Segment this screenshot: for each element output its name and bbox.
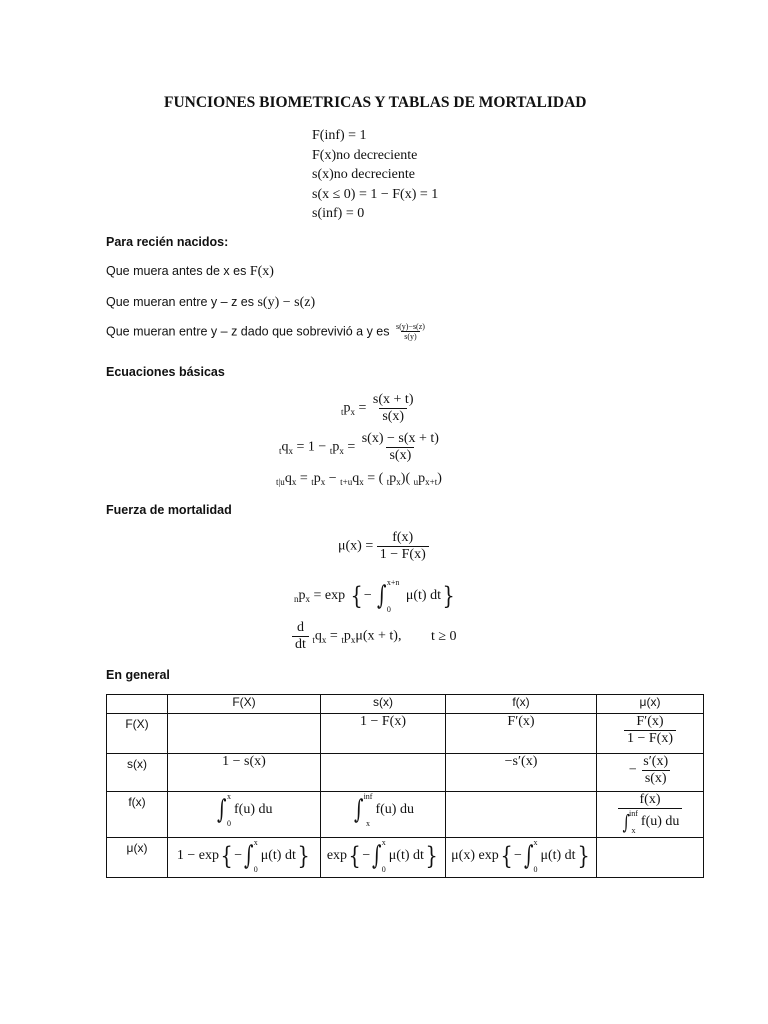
cell-f-mu-upper: inf: [629, 809, 638, 818]
row-label-mu: μ(x): [107, 838, 168, 878]
cell-f-s-integrand: f(u) du: [375, 802, 414, 818]
cell-mu-f-integrand: μ(t) dt: [540, 848, 576, 864]
property-1: F(inf) = 1: [312, 128, 367, 143]
relations-table: [106, 694, 704, 878]
tqx-fraction: [359, 431, 442, 464]
table-row: [107, 754, 704, 792]
basic-heading: Ecuaciones básicas: [106, 365, 225, 379]
cell-mu-F-upper: x: [253, 838, 258, 847]
equation-mu: [338, 530, 429, 563]
derivative-fraction: [292, 620, 309, 653]
header-F: F(X): [168, 695, 321, 714]
table-row: [107, 792, 704, 838]
cell-F-mu-fraction: [624, 714, 676, 747]
header-empty: [107, 695, 168, 714]
cell-s-f: −s′(x): [446, 754, 597, 792]
mu-lhs: μ(x) =: [338, 538, 374, 554]
cell-f-F-upper: x: [227, 792, 232, 801]
cell-mu-f-lower: 0: [533, 865, 538, 874]
line1-math: F(x): [249, 264, 274, 279]
tqx-denominator: s(x): [386, 447, 414, 464]
cell-f-F-lower: 0: [227, 819, 232, 828]
equation-tqx: $_tq_x = 1 - _tp_x$ = $\frac{s(x) - s(x + t)}{s(x)}$: [279, 431, 442, 464]
cell-s-F: 1 − s(x): [168, 754, 321, 792]
cell-F-mu: [597, 714, 704, 754]
cell-f-mu-den: ∫ inf x f(u) du: [618, 808, 683, 835]
cell-s-mu-den: s(x): [642, 770, 670, 787]
npx-upper: x+n: [386, 578, 400, 587]
line1-text: Que muera antes de x es: [106, 264, 247, 278]
equation-derivative: $\frac{d}{dt}$ $_tq_x = _tp_x\mu(x + t)$, t ≥ 0: [292, 620, 457, 653]
row-label-f: f(x): [107, 792, 168, 838]
mu-fraction: [377, 530, 429, 563]
header-mu: μ(x): [597, 695, 704, 714]
row-label-s: s(x): [107, 754, 168, 792]
table-header-row: [107, 695, 704, 714]
tpx-denominator: s(x): [379, 408, 407, 425]
equation-npx: $_np_x = \exp$ { − ∫ x+n 0 μ(t) dt}: [294, 578, 455, 614]
derivative-condition: t ≥ 0: [430, 628, 457, 644]
newborns-line-1: [106, 264, 274, 280]
derivative-denominator: dt: [292, 636, 309, 653]
cell-F-mu-den: 1 − F(x): [624, 730, 676, 747]
cell-F-F: [168, 714, 321, 754]
npx-lower: 0: [386, 605, 391, 614]
equation-tpx: $_tp_x$ = $\frac{s(x + t)}{s(x)}$: [341, 392, 416, 425]
cell-f-mu: [597, 792, 704, 838]
row-label-F: F(X): [107, 714, 168, 754]
cell-F-s: 1 − F(x): [321, 714, 446, 754]
cell-f-mu-num: f(x): [639, 792, 661, 807]
newborns-heading: Para recién nacidos:: [106, 235, 229, 249]
conditional-denominator: s(y): [401, 331, 419, 341]
table-row: [107, 714, 704, 754]
tpx-fraction: [370, 392, 417, 425]
deferred-mid: )(: [400, 471, 411, 486]
cell-mu-f: μ(x) exp{ − ∫ x 0 μ(t) dt}: [446, 838, 597, 878]
cell-F-f: F′(x): [446, 714, 597, 754]
conditional-fraction: [393, 322, 428, 341]
line2-math: s(y) − s(z): [257, 295, 316, 310]
property-4: s(x ≤ 0) = 1 − F(x) = 1: [312, 186, 439, 202]
cell-f-s-upper: inf: [363, 792, 373, 801]
cell-mu-s: exp{ − ∫ x 0 μ(t) dt}: [321, 838, 446, 878]
header-s: s(x): [321, 695, 446, 714]
cell-f-s: ∫ inf x f(u) du: [321, 792, 446, 838]
force-heading: Fuerza de mortalidad: [106, 503, 232, 517]
tqx-mid: = 1 −: [296, 439, 327, 455]
cell-mu-s-lower: 0: [381, 865, 386, 874]
cell-f-mu-integrand: f(u) du: [640, 814, 680, 830]
cell-s-mu-fraction: [640, 754, 671, 787]
newborns-line-2: [106, 295, 315, 311]
cell-mu-F-lower: 0: [253, 865, 258, 874]
npx-integral: ∫ x+n 0: [377, 578, 400, 614]
cell-mu-mu: [597, 838, 704, 878]
derivative-rhs: μ(x + t),: [355, 628, 402, 644]
cell-f-mu-fraction: [618, 792, 683, 835]
cell-f-mu-lower: x: [631, 826, 636, 835]
cell-mu-s-integrand: μ(t) dt: [388, 848, 424, 864]
cell-s-mu: − $\frac{s'(x)}{s(x)}$: [597, 754, 704, 792]
cell-s-mu-num: s′(x): [643, 754, 669, 769]
header-f: f(x): [446, 695, 597, 714]
deferred-close: ): [437, 471, 442, 486]
cell-mu-s-pre: exp: [326, 848, 348, 864]
line3-text: Que mueran entre y – z dado que sobrevivió a y es: [106, 324, 390, 339]
tqx-numerator: s(x) − s(x + t): [361, 431, 439, 446]
npx-integrand: μ(t) dt: [405, 588, 441, 604]
cell-mu-F-pre: 1 − exp: [176, 848, 219, 864]
property-3: s(x)no decreciente: [312, 167, 415, 182]
cell-mu-F-integrand: μ(t) dt: [260, 848, 296, 864]
page-title: FUNCIONES BIOMETRICAS Y TABLAS DE MORTALIDAD: [164, 94, 587, 111]
table-row: [107, 838, 704, 878]
newborns-line-3: [106, 322, 428, 341]
cell-mu-f-pre: μ(x) exp: [451, 848, 499, 864]
cell-f-f: [446, 792, 597, 838]
line2-text: Que mueran entre y – z es: [106, 295, 254, 309]
cell-mu-F: 1 − exp{ − ∫ x 0 μ(t) dt}: [168, 838, 321, 878]
derivative-numerator: d: [296, 620, 304, 635]
cell-f-F-integrand: f(u) du: [234, 802, 273, 818]
tpx-symbol: p: [343, 400, 351, 416]
mu-numerator: f(x): [392, 530, 414, 545]
cell-F-mu-num: F′(x): [636, 714, 664, 729]
mu-denominator: 1 − F(x): [377, 546, 429, 563]
property-2: F(x)no decreciente: [312, 147, 418, 163]
npx-rhs: = exp: [313, 588, 346, 604]
conditional-numerator: s(y)−s(z): [395, 322, 425, 331]
general-heading: En general: [106, 668, 170, 682]
properties-list: [312, 126, 438, 224]
deferred-open: = (: [367, 471, 384, 486]
cell-mu-s-upper: x: [381, 838, 386, 847]
cell-mu-f-upper: x: [533, 838, 538, 847]
cell-s-s: [321, 754, 446, 792]
cell-f-s-lower: x: [366, 819, 371, 828]
tpx-numerator: s(x + t): [372, 392, 414, 407]
cell-f-F: ∫ x 0 f(u) du: [168, 792, 321, 838]
property-5: s(inf) = 0: [312, 206, 365, 221]
equation-deferred: $_{t|u}q_x = _tp_x - _{t+u}q_x$ = ( $_tp_x$)( $_up_{x+t}$): [276, 471, 442, 487]
